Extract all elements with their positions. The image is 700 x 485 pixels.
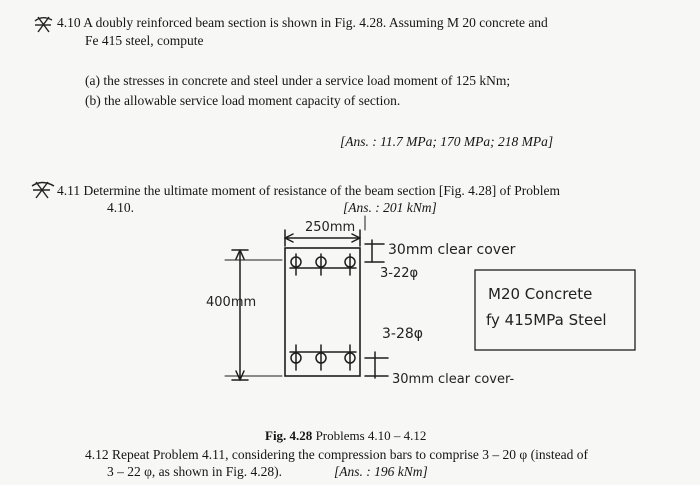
top-bars [290, 254, 356, 275]
problem-410-answer: [Ans. : 11.7 MPa; 170 MPa; 218 MPa] [340, 134, 554, 149]
problem-412-answer: [Ans. : 196 kNm] [334, 464, 428, 479]
material-line2: fy 415MPa Steel [486, 311, 607, 329]
bottom-bars [290, 345, 356, 370]
problem-411-line2: 4.10. [107, 200, 134, 215]
problem-410-item-b: (b) the allowable service load moment capacity of section. [85, 93, 401, 108]
bottom-cover-label: 30mm clear cover- [392, 372, 515, 387]
top-cover-label: 30mm clear cover [388, 242, 516, 258]
caption-text: Problems 4.10 – 4.12 [312, 428, 427, 443]
material-box [475, 270, 635, 350]
problem-412-line1: 4.12 Repeat Problem 4.11, considering the compression bars to comprise 3 – 20 φ (instead of [85, 447, 588, 462]
caption-label: Fig. 4.28 [265, 428, 313, 443]
problem-411-answer: [Ans. : 201 kNm] [343, 200, 437, 215]
figure-caption [265, 428, 426, 444]
problem-410-line1: 4.10 A doubly reinforced beam section is shown in Fig. 4.28. Assuming M 20 concrete and [57, 15, 548, 30]
problem-410-line2: Fe 415 steel, compute [85, 33, 204, 48]
problem-412-line2: 3 – 22 φ, as shown in Fig. 4.28). [107, 464, 283, 479]
problem-410-item-a: (a) the stresses in concrete and steel under a service load moment of 125 kNm; [85, 73, 511, 88]
material-line1: M20 Concrete [488, 285, 593, 303]
width-label: 250mm [305, 220, 356, 235]
bottom-bars-label: 3-28φ [382, 326, 424, 342]
top-bars-label: 3-22φ [380, 266, 419, 281]
depth-label: 400mm [206, 295, 257, 310]
problem-411-line1: 4.11 Determine the ultimate moment of resistance of the beam section [Fig. 4.28] of Problem [57, 183, 560, 198]
